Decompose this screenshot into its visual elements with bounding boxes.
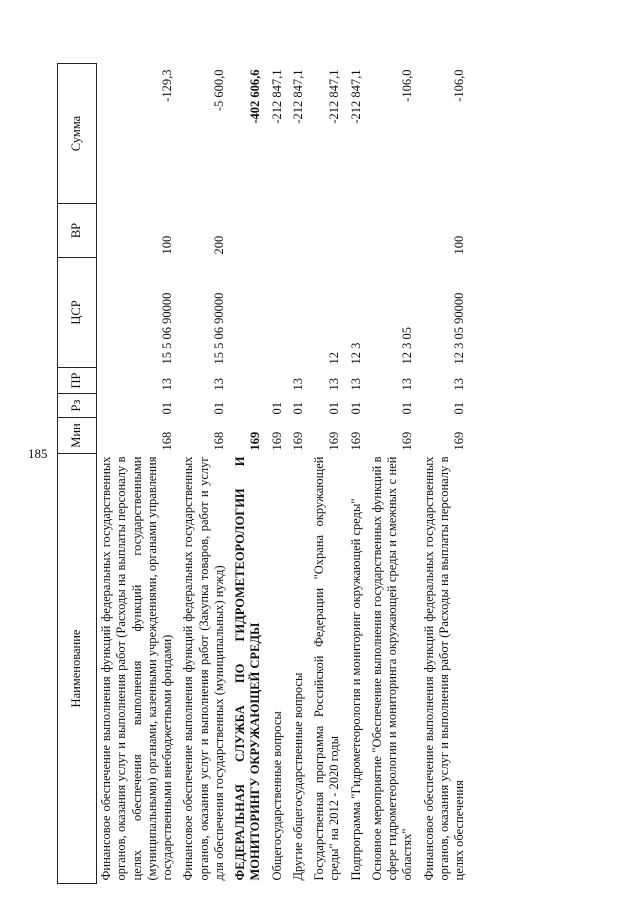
table-row — [310, 64, 347, 884]
cell-vr — [347, 204, 368, 258]
header-csr: ЦСР — [58, 258, 97, 368]
cell-sum: -106,0 — [452, 69, 466, 102]
cell-vr: 200 — [211, 235, 226, 255]
cell-pr: 13 — [400, 378, 415, 391]
cell-sum: -212 847,1 — [348, 69, 363, 124]
cell-rz: 01 — [269, 402, 284, 415]
cell-sum: -129,3 — [160, 69, 174, 102]
cell-min: 169 — [452, 431, 466, 451]
cell-min: 169 — [400, 431, 415, 451]
table-row — [97, 64, 180, 884]
cell-pr: 13 — [160, 378, 174, 391]
table-row — [420, 64, 472, 884]
cell-csr: 12 3 — [348, 342, 363, 365]
header-name: Наименование — [58, 454, 97, 884]
cell-name: Общегосударственные вопросы — [269, 711, 284, 881]
cell-name: ФЕДЕРАЛЬНАЯ СЛУЖБА ПО ГИДРОМЕТЕОРОЛОГИИ И МОНИТОРИНГУ ОКРУЖАЮЩЕЙ СРЕДЫ — [233, 456, 263, 881]
cell-name: Основное мероприятие "Обеспечение выполнения государственных функций в сфере гидрометеорологии и мониторинга окружающей среды и смежных с ней областях" — [369, 456, 415, 881]
table-row — [347, 64, 368, 884]
cell-name: Финансовое обеспечение выполнения функций федеральных государственных органов, оказания услуг и выполнения работ (Закупка товаров, работ и услуг для обеспечения государственных (муниципальных) нужд) — [181, 456, 226, 881]
table-row — [231, 64, 268, 884]
cell-min: 168 — [160, 431, 174, 451]
cell-rz: 01 — [452, 402, 466, 415]
header-pr: ПР — [58, 368, 97, 394]
header-rz: Рз — [58, 394, 97, 418]
cell-rz: 01 — [290, 402, 305, 415]
cell-min: 169 — [348, 431, 363, 451]
cell-sum: -212 847,1 — [269, 69, 284, 124]
cell-vr — [310, 204, 347, 258]
cell-min: 168 — [211, 431, 226, 451]
cell-sum: -212 847,1 — [327, 69, 342, 124]
table-row — [268, 64, 289, 884]
cell-min: 169 — [248, 431, 263, 451]
budget-table — [57, 63, 471, 884]
cell-csr: 12 3 05 — [400, 327, 415, 365]
table-header-row — [58, 64, 97, 884]
cell-vr — [368, 204, 420, 258]
page-number: 185 — [28, 446, 48, 461]
cell-name: Финансовое обеспечение выполнения функций федеральных государственных органов, оказания услуг и выполнения работ (Расходы на выплаты персоналу в целях обеспечения — [421, 456, 466, 881]
cell-name: Другие общегосударственные вопросы — [290, 672, 305, 881]
cell-pr — [268, 368, 289, 394]
cell-vr: 100 — [452, 235, 466, 255]
cell-rz — [231, 394, 268, 418]
budget-table-rotated — [57, 64, 617, 884]
cell-rz: 01 — [327, 402, 342, 415]
cell-pr — [231, 368, 268, 394]
cell-name: Финансовое обеспечение выполнения функций федеральных государственных органов, оказания услуг и выполнения работ (Расходы на выплаты персоналу в целях обеспечения выполнения функций государственными (муниципальными) органами, казенными учреждениями, органами управления государственными внебюджетными фондами) — [99, 456, 174, 881]
table-row — [179, 64, 231, 884]
header-vr: ВР — [58, 204, 97, 258]
cell-pr: 13 — [452, 378, 466, 391]
cell-sum: -212 847,1 — [290, 69, 305, 124]
cell-csr — [289, 258, 310, 368]
cell-csr: 12 3 05 90000 — [452, 292, 466, 365]
cell-name: Государственная программа Российской Федерации "Охрана окружающей среды" на 2012 - 2020 годы — [312, 456, 342, 881]
cell-min: 169 — [290, 431, 305, 451]
cell-csr: 15 5 06 90000 — [160, 292, 174, 365]
cell-vr: 100 — [160, 235, 174, 255]
cell-sum: -5 600,0 — [211, 69, 226, 112]
cell-rz: 01 — [348, 402, 363, 415]
cell-name: Подпрограмма "Гидрометеорология и мониторинг окружающей среды" — [348, 498, 363, 881]
cell-pr: 13 — [290, 378, 305, 391]
cell-csr — [268, 258, 289, 368]
header-sum: Сумма — [58, 64, 97, 204]
cell-vr — [289, 204, 310, 258]
cell-csr — [231, 258, 268, 368]
header-min: Мин — [58, 418, 97, 454]
cell-rz: 01 — [400, 402, 415, 415]
table-row — [368, 64, 420, 884]
cell-pr: 13 — [211, 378, 226, 391]
cell-vr — [268, 204, 289, 258]
cell-csr: 12 — [327, 352, 342, 365]
cell-min: 169 — [327, 431, 342, 451]
table-row — [289, 64, 310, 884]
cell-rz: 01 — [160, 402, 174, 415]
cell-pr: 13 — [327, 378, 342, 391]
cell-pr: 13 — [348, 378, 363, 391]
cell-min: 169 — [269, 431, 284, 451]
cell-vr — [231, 204, 268, 258]
cell-sum: -402 606,6 — [248, 69, 263, 124]
cell-rz: 01 — [211, 402, 226, 415]
cell-sum: -106,0 — [400, 69, 415, 102]
cell-csr: 15 5 06 90000 — [211, 292, 226, 365]
